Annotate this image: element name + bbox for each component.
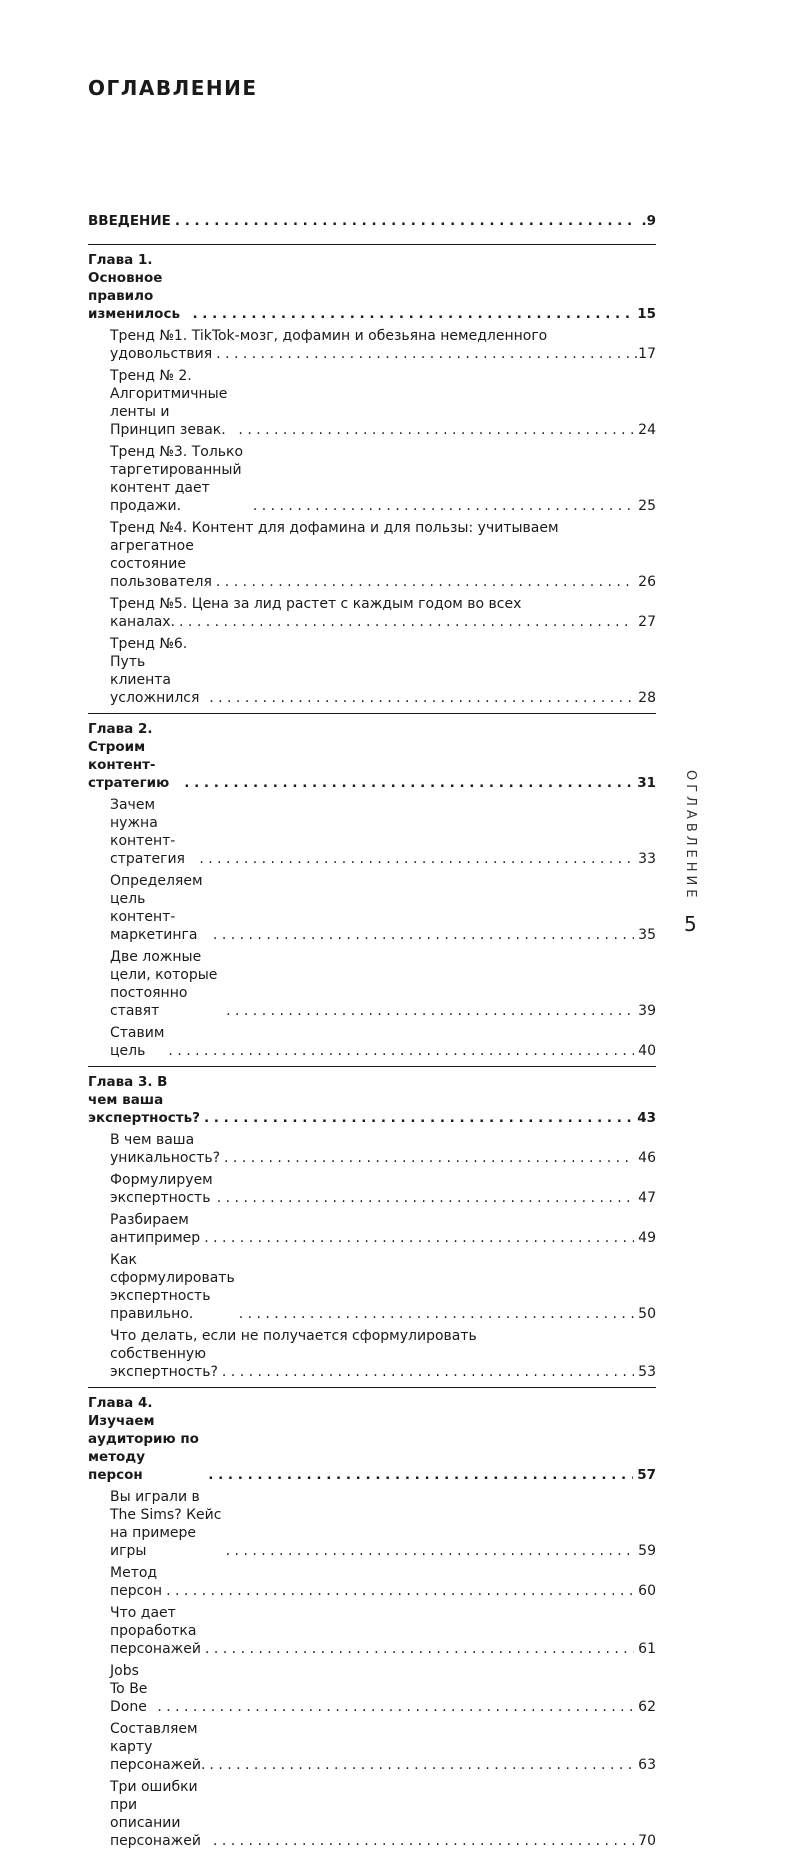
- entry-title: Определяем цель контент-маркетинга: [110, 873, 203, 943]
- toc-entry-sub[interactable]: [88, 1024, 656, 1060]
- dot-leader: [238, 421, 634, 439]
- toc-entry-sub[interactable]: [88, 635, 656, 707]
- entry-title: Тренд №3. Только таргетированный контент дает продажи.: [110, 444, 244, 514]
- dot-leader: [253, 497, 634, 515]
- entry-page: 62: [638, 1699, 656, 1715]
- toc-entry-sub[interactable]: [88, 595, 656, 631]
- dot-leader: [168, 1042, 634, 1060]
- toc-entry-sub[interactable]: [88, 1488, 656, 1560]
- entry-title-line1: Тренд №5. Цена за лид растет с каждым годом во всех: [110, 596, 522, 612]
- entry-page: 33: [638, 851, 656, 867]
- toc-entry-sub[interactable]: [88, 1564, 656, 1600]
- toc-entry-sub[interactable]: [88, 1720, 656, 1774]
- entry-page: 15: [637, 306, 656, 322]
- entry-page: 63: [638, 1757, 656, 1773]
- running-header-vertical: ОГЛАВЛЕНИЕ: [683, 770, 698, 902]
- toc-entry-sub[interactable]: [88, 948, 656, 1020]
- dot-leader: [179, 613, 634, 631]
- toc-section-intro: [88, 208, 656, 238]
- entry-page: 46: [638, 1150, 656, 1166]
- entry-title: ВВЕДЕНИЕ: [88, 213, 171, 229]
- toc-entry-sub[interactable]: [88, 1171, 656, 1207]
- dot-leader: [205, 1640, 634, 1658]
- entry-page: 27: [638, 614, 656, 630]
- entry-page: 25: [638, 498, 656, 514]
- toc-entry-sub[interactable]: [88, 1327, 656, 1381]
- entry-page: 35: [638, 927, 656, 943]
- toc-entry-sub[interactable]: [88, 367, 656, 439]
- entry-title: Вы играли в The Sims? Кейс на примере игры: [110, 1489, 222, 1559]
- toc-entry-sub[interactable]: [88, 1251, 656, 1323]
- table-of-contents: [88, 208, 656, 1854]
- entry-title: Метод персон: [110, 1565, 163, 1599]
- entry-page: 59: [638, 1543, 656, 1559]
- dot-leader: [204, 1109, 633, 1127]
- dot-leader: [184, 774, 633, 792]
- entry-page: 28: [638, 690, 656, 706]
- dot-leader: [192, 305, 633, 323]
- toc-entry-sub[interactable]: [88, 519, 656, 591]
- entry-title: Глава 1. Основное правило изменилось: [88, 252, 180, 322]
- dot-leader: [166, 1582, 634, 1600]
- entry-page: 70: [638, 1833, 656, 1849]
- entry-title: Тренд № 2. Алгоритмичные ленты и Принцип зевак.: [110, 368, 228, 438]
- dot-leader: [216, 573, 634, 591]
- dot-leader: [175, 212, 638, 230]
- entry-title: Зачем нужна контент-стратегия: [110, 797, 185, 867]
- dot-leader: [208, 1466, 633, 1484]
- entry-page: 50: [638, 1306, 656, 1322]
- entry-title: каналах.: [110, 614, 176, 630]
- dot-leader: [209, 1756, 634, 1774]
- dot-leader: [157, 1698, 634, 1716]
- toc-section-chapter-1: [88, 244, 656, 707]
- entry-title: Как сформулировать экспертность правильно.: [110, 1252, 235, 1322]
- entry-title: Глава 2. Строим контент-стратегию: [88, 721, 170, 791]
- dot-leader: [213, 1832, 634, 1850]
- dot-leader: [239, 1305, 634, 1323]
- dot-leader: [213, 926, 634, 944]
- entry-title: Тренд №6. Путь клиента усложнился: [110, 636, 200, 706]
- entry-page: 61: [638, 1641, 656, 1657]
- entry-title: Формулируем экспертность: [110, 1172, 213, 1206]
- toc-entry-chapter[interactable]: [88, 251, 656, 323]
- toc-entry-sub[interactable]: [88, 872, 656, 944]
- entry-title: Ставим цель: [110, 1025, 165, 1059]
- entry-page: 47: [638, 1190, 656, 1206]
- dot-leader: [204, 1229, 634, 1247]
- entry-title-line1: Тренд №4. Контент для дофамина и для пользы: учитываем: [110, 520, 559, 536]
- dot-leader: [222, 1363, 634, 1381]
- dot-leader: [224, 1149, 634, 1167]
- entry-page: 60: [638, 1583, 656, 1599]
- entry-page: 24: [638, 422, 656, 438]
- entry-title: Что дает проработка персонажей: [110, 1605, 201, 1657]
- entry-page: 31: [637, 775, 656, 791]
- toc-entry-sub[interactable]: [88, 1662, 656, 1716]
- dot-leader: [216, 345, 630, 363]
- entry-page: .17: [633, 346, 656, 362]
- toc-entry-sub[interactable]: [88, 443, 656, 515]
- toc-entry-intro[interactable]: [88, 212, 656, 230]
- entry-title: Две ложные цели, которые постоянно ставят: [110, 949, 218, 1019]
- entry-title: Jobs To Be Done: [110, 1663, 148, 1715]
- entry-page: 40: [638, 1043, 656, 1059]
- entry-page: 53: [638, 1364, 656, 1380]
- entry-title: В чем ваша уникальность?: [110, 1132, 221, 1166]
- entry-title: Три ошибки при описании персонажей: [110, 1779, 201, 1849]
- entry-page: 43: [637, 1110, 656, 1126]
- dot-leader: [226, 1542, 635, 1560]
- entry-page: 26: [638, 574, 656, 590]
- toc-entry-chapter[interactable]: [88, 1394, 656, 1484]
- page-number: 5: [684, 912, 697, 936]
- entry-title: Глава 4. Изучаем аудиторию по методу персон: [88, 1395, 199, 1483]
- entry-title: удовольствия: [110, 346, 213, 362]
- entry-title: Глава 3. В чем ваша экспертность?: [88, 1074, 200, 1126]
- toc-entry-sub[interactable]: [88, 1604, 656, 1658]
- entry-page: .9: [641, 213, 656, 229]
- entry-title: Составляем карту персонажей.: [110, 1721, 206, 1773]
- toc-entry-sub[interactable]: [88, 1211, 656, 1247]
- toc-entry-sub[interactable]: [88, 1131, 656, 1167]
- entry-page: 49: [638, 1230, 656, 1246]
- entry-title: агрегатное состояние пользователя: [110, 538, 212, 590]
- toc-entry-sub[interactable]: [88, 327, 656, 363]
- entry-title: Разбираем антипример: [110, 1212, 201, 1246]
- dot-leader: [209, 689, 634, 707]
- toc-section-chapter-3: [88, 1066, 656, 1381]
- toc-entry-chapter[interactable]: [88, 1073, 656, 1127]
- entry-title-line1: Тренд №1. TikTok-мозг, дофамин и обезьяна немедленного: [110, 328, 548, 344]
- entry-title-line1: Что делать, если не получается сформулировать: [110, 1328, 477, 1344]
- dot-leader: [199, 850, 634, 868]
- entry-page: 57: [637, 1467, 656, 1483]
- toc-entry-chapter[interactable]: [88, 720, 656, 792]
- entry-title: собственную экспертность?: [110, 1346, 218, 1380]
- entry-page: 39: [638, 1003, 656, 1019]
- toc-section-chapter-4: [88, 1387, 656, 1850]
- dot-leader: [217, 1189, 634, 1207]
- toc-section-chapter-2: [88, 713, 656, 1060]
- toc-entry-sub[interactable]: [88, 796, 656, 868]
- toc-entry-sub[interactable]: [88, 1778, 656, 1850]
- page-title: ОГЛАВЛЕНИЕ: [88, 76, 258, 100]
- dot-leader: [226, 1002, 634, 1020]
